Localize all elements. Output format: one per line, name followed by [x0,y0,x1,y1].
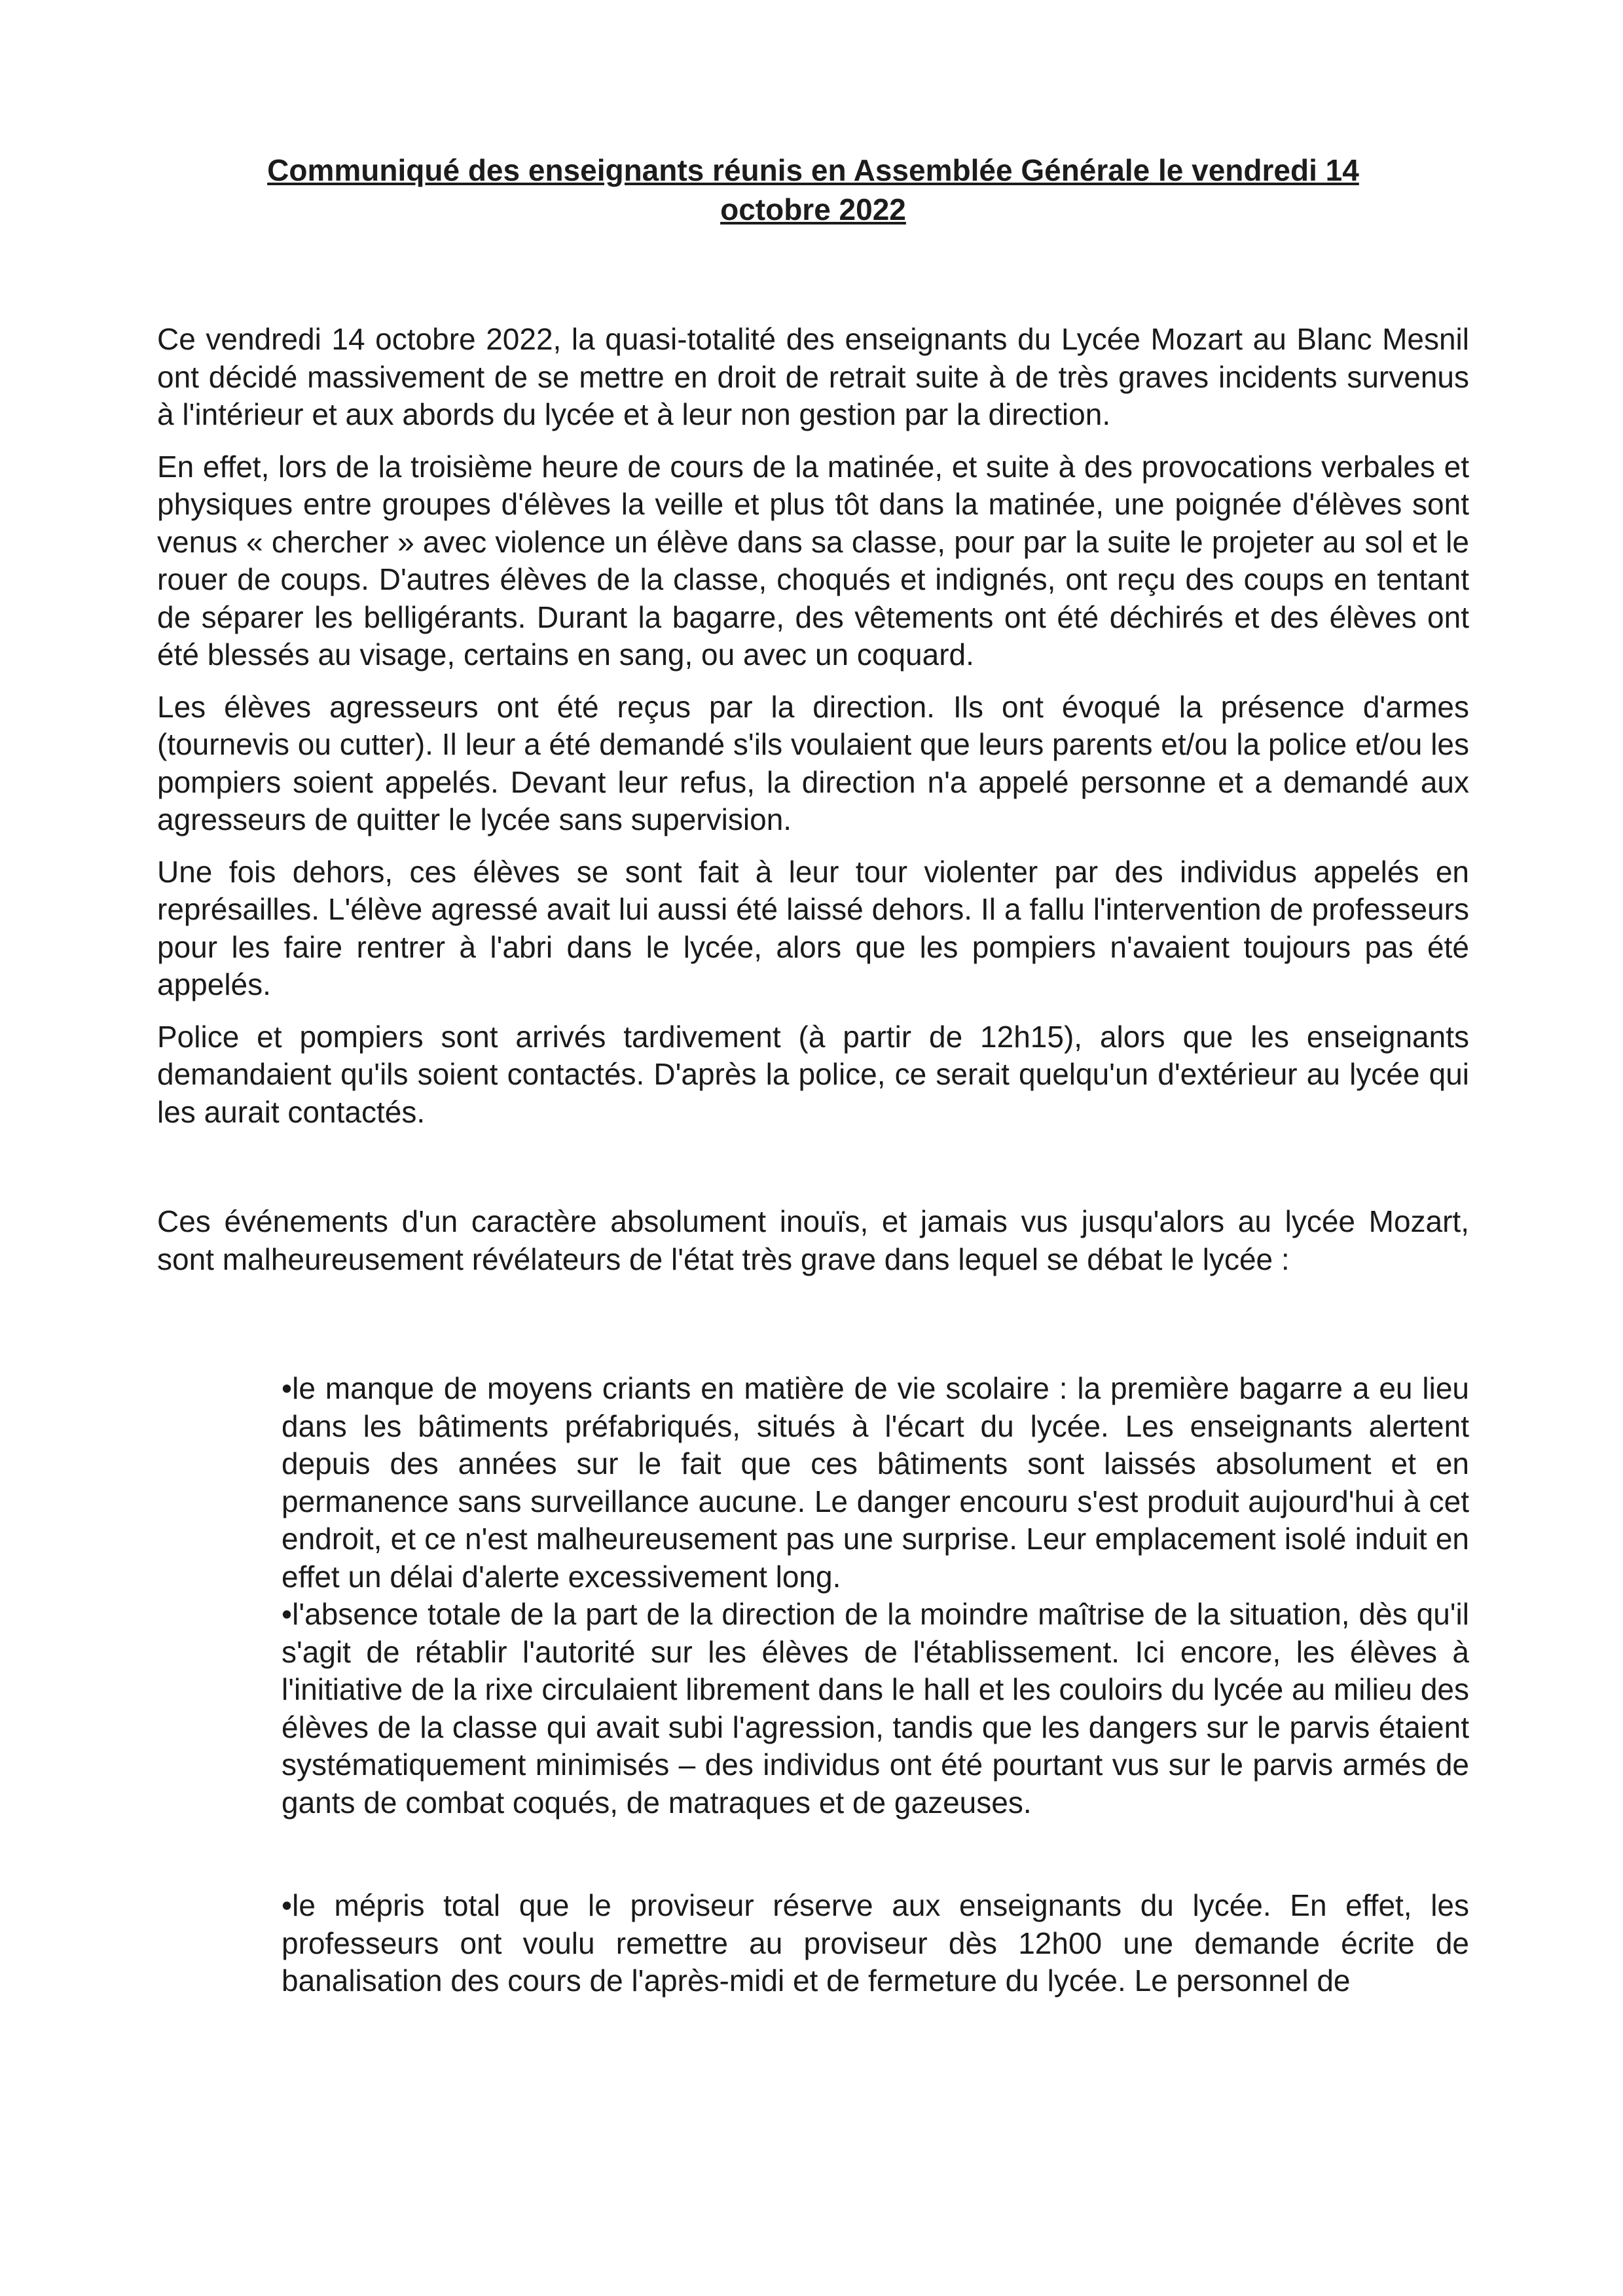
paragraph-incident: En effet, lors de la troisième heure de cours de la matinée, et suite à des provocations verbales et physiques entre groupes d'élèves la veille et plus tôt dans la matinée, une poignée d'élèves sont venus « chercher » avec violence un élève dans sa classe, pour par la suite le projeter au sol et le rouer de coups. D'autres élèves de la classe, choqués et indignés, ont reçu des coups en tentant de séparer les belligérants. Durant la bagarre, des vêtements ont été déchirés et des élèves ont été blessés au visage, certains en sang, ou avec un coquard. [157,449,1469,672]
paragraph-intro: Ce vendredi 14 octobre 2022, la quasi-totalité des enseignants du Lycée Mozart au Blanc Mesnil ont décidé massivement de se mettre en droit de retrait suite à de très graves incidents survenus à l'intérieur et aux abords du lycée et à leur non gestion par la direction. [157,322,1469,431]
paragraph-events: Ces événements d'un caractère absolument inouïs, et jamais vus jusqu'alors au lycée Mozart, sont malheureusement révélateurs de l'état très grave dans lequel se débat le lycée : [157,1204,1469,1276]
bullet-item-direction: •l'absence totale de la part de la direction de la moindre maîtrise de la situation, dès qu'il s'agit de rétablir l'autorité sur les élèves de l'établissement. Ici encore, les élèves à l'initiative de la rixe circulaient librement dans le hall et les couloirs du lycée au milieu des élèves de la classe qui avait subi l'agression, tandis que les dangers sur le parvis étaient systématiquement minimisés – des individus ont été pourtant vus sur le parvis armés de gants de combat coqués, de matraques et de gazeuses. [282,1597,1469,1820]
bullet-list [282,1370,1469,2000]
bullet-item-means: •le manque de moyens criants en matière de vie scolaire : la première bagarre a eu lieu dans les bâtiments préfabriqués, situés à l'écart du lycée. Les enseignants alertent depuis des années sur le fait que ces bâtiments sont laissés absolument et en permanence sans surveillance aucune. Le danger encouru s'est produit aujourd'hui à cet endroit, et ce n'est malheureusement pas une surprise. Leur emplacement isolé induit en effet un délai d'alerte excessivement long. [282,1371,1469,1594]
bullet-item-contempt: •le mépris total que le proviseur réserve aux enseignants du lycée. En effet, les professeurs ont voulu remettre au proviseur dès 12h00 une demande écrite de banalisation des cours de l'après-midi et de fermeture du lycée. Le personnel de [282,1888,1469,1998]
paragraph-outside: Une fois dehors, ces élèves se sont fait à leur tour violenter par des individus appelés en représailles. L'élève agressé avait lui aussi été laissé dehors. Il a fallu l'intervention de professeurs pour les faire rentrer à l'abri dans le lycée, alors que les pompiers n'avaient toujours pas été appelés. [157,854,1469,1001]
paragraph-police: Police et pompiers sont arrivés tardivement (à partir de 12h15), alors que les enseignants demandaient qu'ils soient contactés. D'après la police, ce serait quelqu'un d'extérieur au lycée qui les aurait contactés. [157,1019,1469,1129]
document-title: Communiqué des enseignants réunis en Assemblée Générale le vendredi 14 octobre 2022 [267,153,1359,226]
paragraph-aggressors: Les élèves agresseurs ont été reçus par la direction. Ils ont évoqué la présence d'armes (tournevis ou cutter). Il leur a été demandé s'ils voulaient que leurs parents et/ou la police et/ou les pompiers soient appelés. Devant leur refus, la direction n'a appelé personne et a demandé aux agresseurs de quitter le lycée sans supervision. [157,689,1469,836]
